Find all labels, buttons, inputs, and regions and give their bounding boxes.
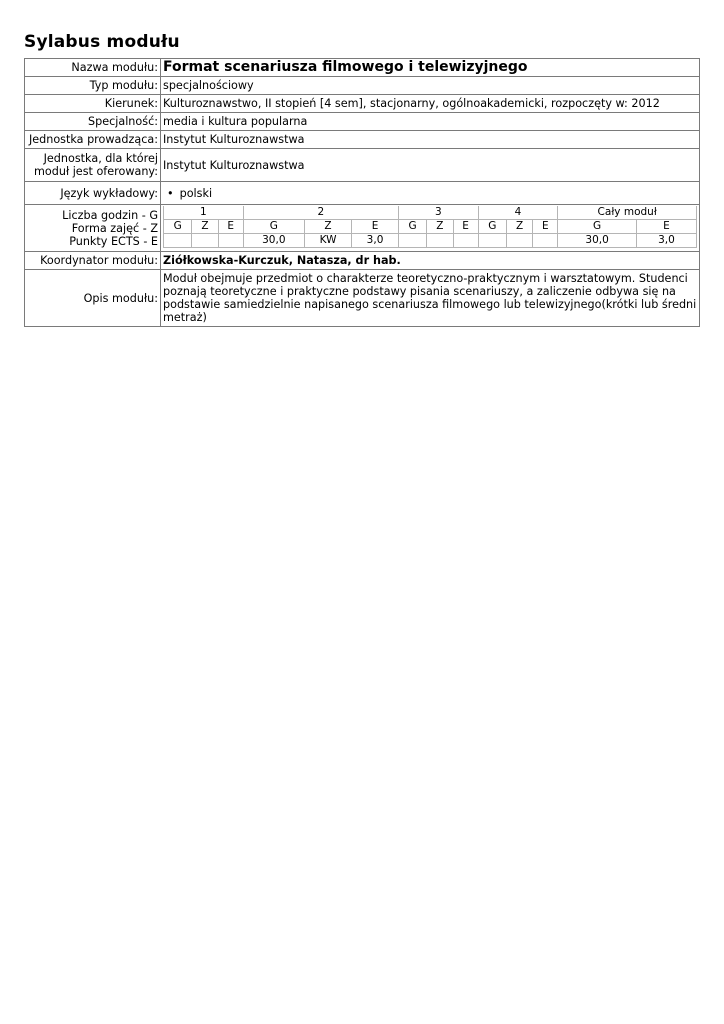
module-type-label: Typ modułu:: [25, 77, 161, 95]
s3-sub-e: E: [453, 220, 478, 234]
s4-val-e: [533, 234, 558, 248]
language-value: [161, 182, 700, 205]
hours-table: [163, 206, 697, 248]
hours-subheader-row: [164, 220, 697, 234]
row-unit: [25, 131, 700, 149]
row-language: [25, 182, 700, 205]
unit-label: Jednostka prowadząca:: [25, 131, 161, 149]
s2-val-z: KW: [304, 234, 351, 248]
hours-label-line2: Forma zajęć - Z: [71, 221, 158, 235]
syllabus-table: [24, 58, 700, 327]
row-description: [25, 270, 700, 327]
s1-val-e: [218, 234, 243, 248]
coordinator-label: Koordynator modułu:: [25, 252, 161, 270]
total-val-e: 3,0: [636, 234, 696, 248]
s2-sub-g: G: [243, 220, 304, 234]
language-item: • polski: [167, 187, 697, 200]
hours-cell: [161, 205, 700, 252]
direction-label: Kierunek:: [25, 95, 161, 113]
description-label: Opis modułu:: [25, 270, 161, 327]
language-label: Język wykładowy:: [25, 182, 161, 205]
offered-for-value: Instytut Kulturoznawstwa: [161, 149, 700, 182]
s4-sub-z: Z: [506, 220, 532, 234]
row-offered-for: [25, 149, 700, 182]
row-module-name: [25, 59, 700, 77]
specialty-label: Specjalność:: [25, 113, 161, 131]
hours-label: [25, 205, 161, 252]
s3-sub-z: Z: [427, 220, 453, 234]
total-val-g: 30,0: [558, 234, 637, 248]
row-direction: [25, 95, 700, 113]
row-hours: [25, 205, 700, 252]
s3-sub-g: G: [398, 220, 426, 234]
semester-1-header: 1: [164, 206, 244, 220]
module-name-label: Nazwa modułu:: [25, 59, 161, 77]
s4-val-g: [478, 234, 506, 248]
total-sub-e: E: [636, 220, 696, 234]
s1-sub-e: E: [218, 220, 243, 234]
s2-val-e: 3,0: [352, 234, 399, 248]
coordinator-value: Ziółkowska-Kurczuk, Natasza, dr hab.: [161, 252, 700, 270]
page-title: Sylabus modułu: [24, 32, 180, 52]
row-coordinator: [25, 252, 700, 270]
s1-val-z: [192, 234, 218, 248]
offered-for-label-line2: moduł jest oferowany:: [34, 165, 158, 178]
s2-sub-z: Z: [304, 220, 351, 234]
s3-val-g: [398, 234, 426, 248]
total-header: Cały moduł: [558, 206, 697, 220]
specialty-value: media i kultura popularna: [161, 113, 700, 131]
total-sub-g: G: [558, 220, 637, 234]
s2-sub-e: E: [352, 220, 399, 234]
direction-value: Kulturoznawstwo, II stopień [4 sem], stacjonarny, ogólnoakademicki, rozpoczęty w: 2012: [161, 95, 700, 113]
hours-label-line1: Liczba godzin - G: [62, 208, 158, 222]
hours-header-row: [164, 206, 697, 220]
language-list: [163, 187, 697, 200]
s1-sub-g: G: [164, 220, 192, 234]
row-specialty: [25, 113, 700, 131]
s1-val-g: [164, 234, 192, 248]
module-name-value: Format scenariusza filmowego i telewizyjnego: [161, 59, 700, 77]
s4-sub-g: G: [478, 220, 506, 234]
module-type-value: specjalnościowy: [161, 77, 700, 95]
s2-val-g: 30,0: [243, 234, 304, 248]
unit-value: Instytut Kulturoznawstwa: [161, 131, 700, 149]
s4-val-z: [506, 234, 532, 248]
s3-val-e: [453, 234, 478, 248]
hours-label-line3: Punkty ECTS - E: [69, 234, 158, 248]
row-module-type: [25, 77, 700, 95]
semester-4-header: 4: [478, 206, 558, 220]
semester-2-header: 2: [243, 206, 398, 220]
description-value: Moduł obejmuje przedmiot o charakterze teoretyczno-praktycznym i warsztatowym. Studenci poznają teoretyczne i praktyczne podstawy pisania scenariuszy, a zaliczenie odbywa się na podstawie samiedzielnie napisanego scenariusza filmowego lub telewizyjnego(krótki lub średni metraż): [161, 270, 700, 327]
s3-val-z: [427, 234, 453, 248]
s4-sub-e: E: [533, 220, 558, 234]
hours-values-row: [164, 234, 697, 248]
offered-for-label-line1: Jednostka, dla której: [43, 152, 158, 165]
semester-3-header: 3: [398, 206, 478, 220]
offered-for-label: [25, 149, 161, 182]
s1-sub-z: Z: [192, 220, 218, 234]
